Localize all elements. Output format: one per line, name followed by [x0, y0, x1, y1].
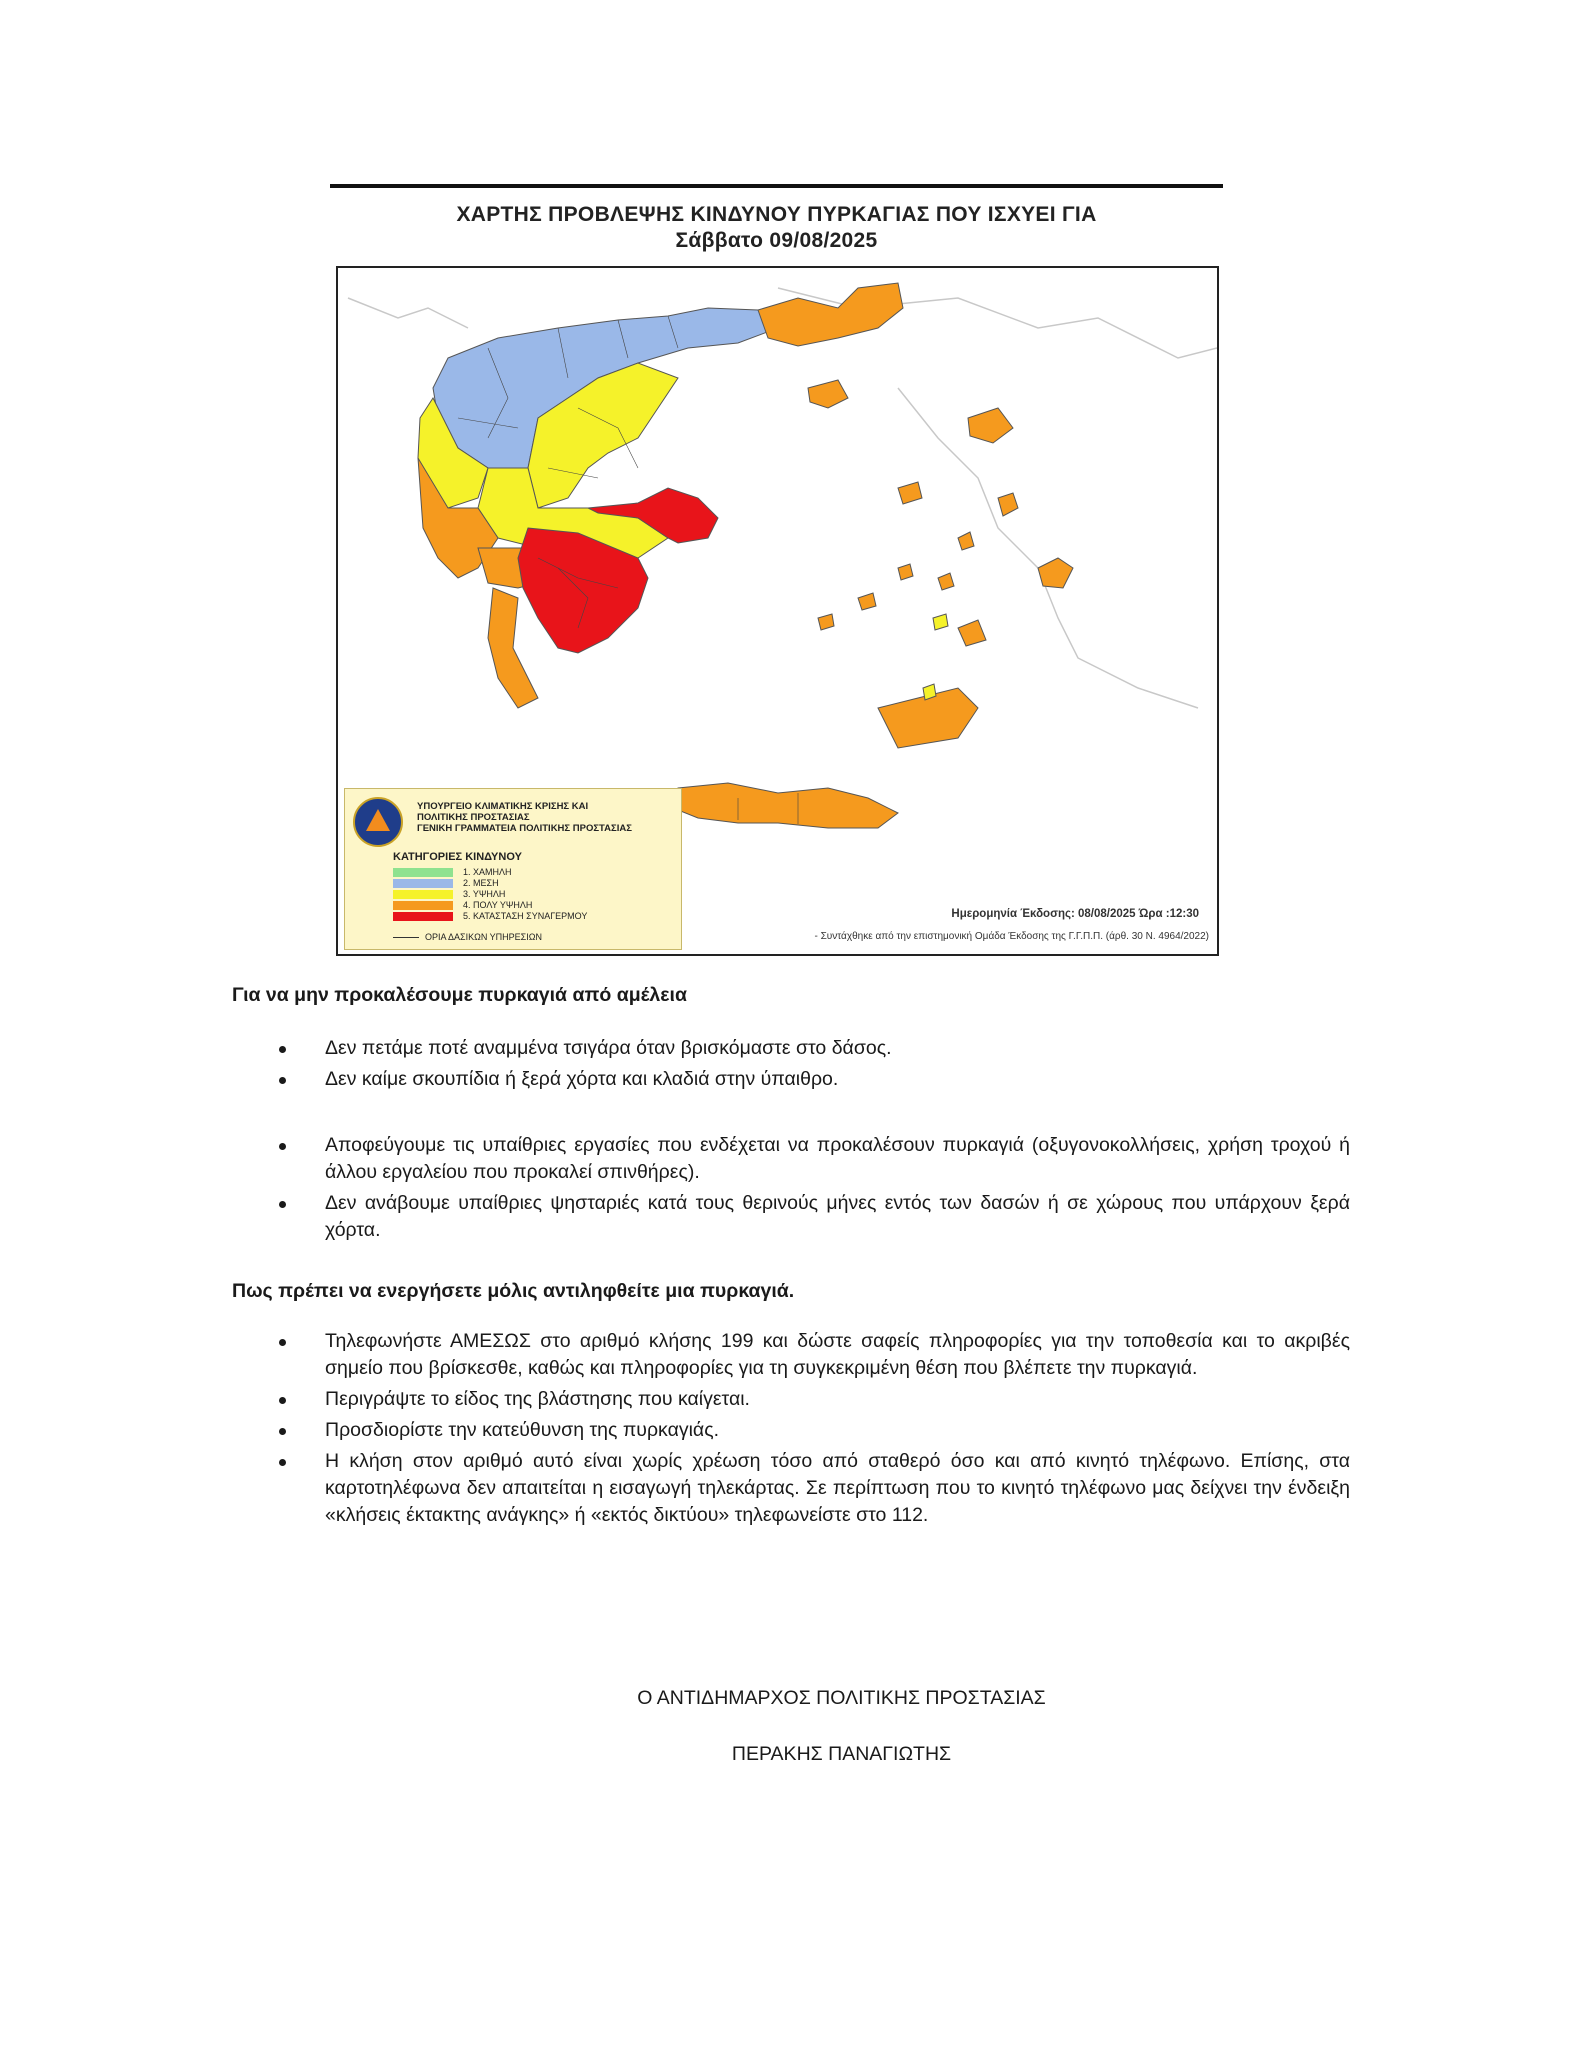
list-item: Προσδιορίστε την κατεύθυνση της πυρκαγιάς.: [232, 1417, 1350, 1444]
legend-swatch: [393, 868, 453, 877]
island-very-high-risk: [858, 593, 876, 610]
background-coastline: [898, 388, 1198, 708]
list-item: Δεν καίμε σκουπίδια ή ξερά χόρτα και κλαδιά στην ύπαιθρο.: [232, 1066, 1350, 1093]
list-item: Αποφεύγουμε τις υπαίθριες εργασίες που ενδέχεται να προκαλέσουν πυρκαγιά (οξυγονοκολλήσεις, χρήση τροχού ή άλλου εργαλείου που προκαλεί σπινθήρες).: [232, 1132, 1350, 1186]
legend-category-high: [393, 889, 505, 900]
section1-list-a: [232, 1035, 1350, 1097]
island-very-high-risk: [958, 620, 986, 646]
legend-swatch: [393, 901, 453, 910]
island-very-high-risk: [898, 564, 913, 580]
legend-category-alarm: [393, 911, 587, 922]
legend-label: 4. ΠΟΛΥ ΥΨΗΛΗ: [463, 900, 533, 910]
list-item: Δεν ανάβουμε υπαίθριες ψησταριές κατά τους θερινούς μήνες εντός των δασών ή σε χώρους που υπάρχουν ξερά χόρτα.: [232, 1190, 1350, 1244]
legend-label: 3. ΥΨΗΛΗ: [463, 889, 506, 899]
section1-heading: Για να μην προκαλέσουμε πυρκαγιά από αμέλεια: [232, 984, 687, 1006]
legend-swatch: [393, 912, 453, 921]
legend-label: 2. ΜΕΣΗ: [463, 878, 499, 888]
map-frame: [336, 266, 1219, 956]
legend-swatch: [393, 890, 453, 899]
list-item: Δεν πετάμε ποτέ αναμμένα τσιγάρα όταν βρισκόμαστε στο δάσος.: [232, 1035, 1350, 1062]
issue-date: Ημερομηνία Έκδοσης: 08/08/2025 Ώρα :12:30: [951, 908, 1199, 920]
island-very-high-risk: [968, 408, 1013, 443]
legend-border-line: [393, 932, 542, 942]
legend-category-medium: [393, 878, 499, 889]
island-very-high-risk: [958, 532, 974, 550]
map-legend: [344, 788, 682, 950]
section2-heading: Πως πρέπει να ενεργήσετε μόλις αντιληφθείτε μια πυρκαγιά.: [232, 1280, 795, 1302]
map-title: [330, 202, 1223, 254]
map-title-line1: ΧΑΡΤΗΣ ΠΡΟΒΛΕΨΗΣ ΚΙΝΔΥΝΟΥ ΠΥΡΚΑΓΙΑΣ ΠΟΥ ΙΣΧΥΕΙ ΓΙΑ: [456, 203, 1097, 226]
legend-label: 1. ΧΑΜΗΛΗ: [463, 867, 512, 877]
region-very-high-risk: [758, 283, 903, 346]
legend-swatch: [393, 879, 453, 888]
signature-name: ΠΕΡΑΚΗΣ ΠΑΝΑΓΙΩΤΗΣ: [731, 1743, 952, 1765]
section1-list-b: [232, 1132, 1350, 1248]
list-item: Περιγράψτε το είδος της βλάστησης που καίγεται.: [232, 1386, 1350, 1413]
compiled-by-note: - Συντάχθηκε από την επιστημονική Ομάδα Έκδοσης της Γ.Γ.Π.Π. (άρθ. 30 Ν. 4964/2022): [814, 931, 1209, 942]
island-very-high-risk: [998, 493, 1018, 516]
crete-very-high-risk: [673, 783, 898, 828]
island-very-high-risk: [938, 573, 954, 590]
signature-title: Ο ΑΝΤΙΔΗΜΑΡΧΟΣ ΠΟΛΙΤΙΚΗΣ ΠΡΟΣΤΑΣΙΑΣ: [637, 1687, 1046, 1709]
map-title-date: Σάββατο 09/08/2025: [675, 229, 878, 252]
ministry-name: ΥΠΟΥΡΓΕΙΟ ΚΛΙΜΑΤΙΚΗΣ ΚΡΙΣΗΣ ΚΑΙ ΠΟΛΙΤΙΚΗΣ ΠΡΟΣΤΑΣΙΑΣ ΓΕΝΙΚΗ ΓΡΑΜΜΑΤΕΙΑ ΠΟΛΙΤΙΚΗΣ ΠΡΟΣΤΑΣΙΑΣ: [417, 801, 632, 834]
island-very-high-risk: [898, 482, 922, 504]
list-item: Τηλεφωνήστε ΑΜΕΣΩΣ στο αριθμό κλήσης 199 και δώστε σαφείς πληροφορίες για την τοποθεσία και το ακριβές σημείο που βρίσκεσθε, καθώς και πληροφορίες για τη συγκεκριμένη θέση που βλέπετε την πυρκαγιά.: [232, 1328, 1350, 1382]
island-very-high-risk: [818, 614, 834, 630]
legend-category-low: [393, 867, 512, 878]
civil-protection-emblem: [353, 797, 403, 847]
background-coastline: [348, 298, 468, 328]
island-high-risk: [933, 614, 948, 630]
list-item: Η κλήση στον αριθμό αυτό είναι χωρίς χρέωση τόσο από σταθερό όσο και από κινητό τηλέφωνο. Επίσης, στα καρτοτηλέφωνα δεν απαιτείται η εισαγωγή τηλεκάρτας. Σε περίπτωση που το κινητό τηλέφωνο μας δείχνει την ένδειξη «κλήσεις έκτακτης ανάγκης» ή «εκτός δικτύου» τηλεφωνείστε στο 112.: [232, 1448, 1350, 1529]
legend-categories-title: ΚΑΤΗΓΟΡΙΕΣ ΚΙΝΔΥΝΟΥ: [393, 851, 522, 863]
section2-list: [232, 1328, 1350, 1533]
legend-border-label: ΟΡΙΑ ΔΑΣΙΚΩΝ ΥΠΗΡΕΣΙΩΝ: [425, 932, 542, 942]
fire-risk-map-figure: [330, 184, 1223, 954]
island-very-high-risk: [1038, 558, 1073, 588]
legend-label: 5. ΚΑΤΑΣΤΑΣΗ ΣΥΝΑΓΕΡΜΟΥ: [463, 911, 588, 921]
legend-category-very-high: [393, 900, 532, 911]
island-very-high-risk: [808, 380, 848, 408]
divider: [330, 184, 1223, 188]
region-very-high-risk: [488, 588, 538, 708]
